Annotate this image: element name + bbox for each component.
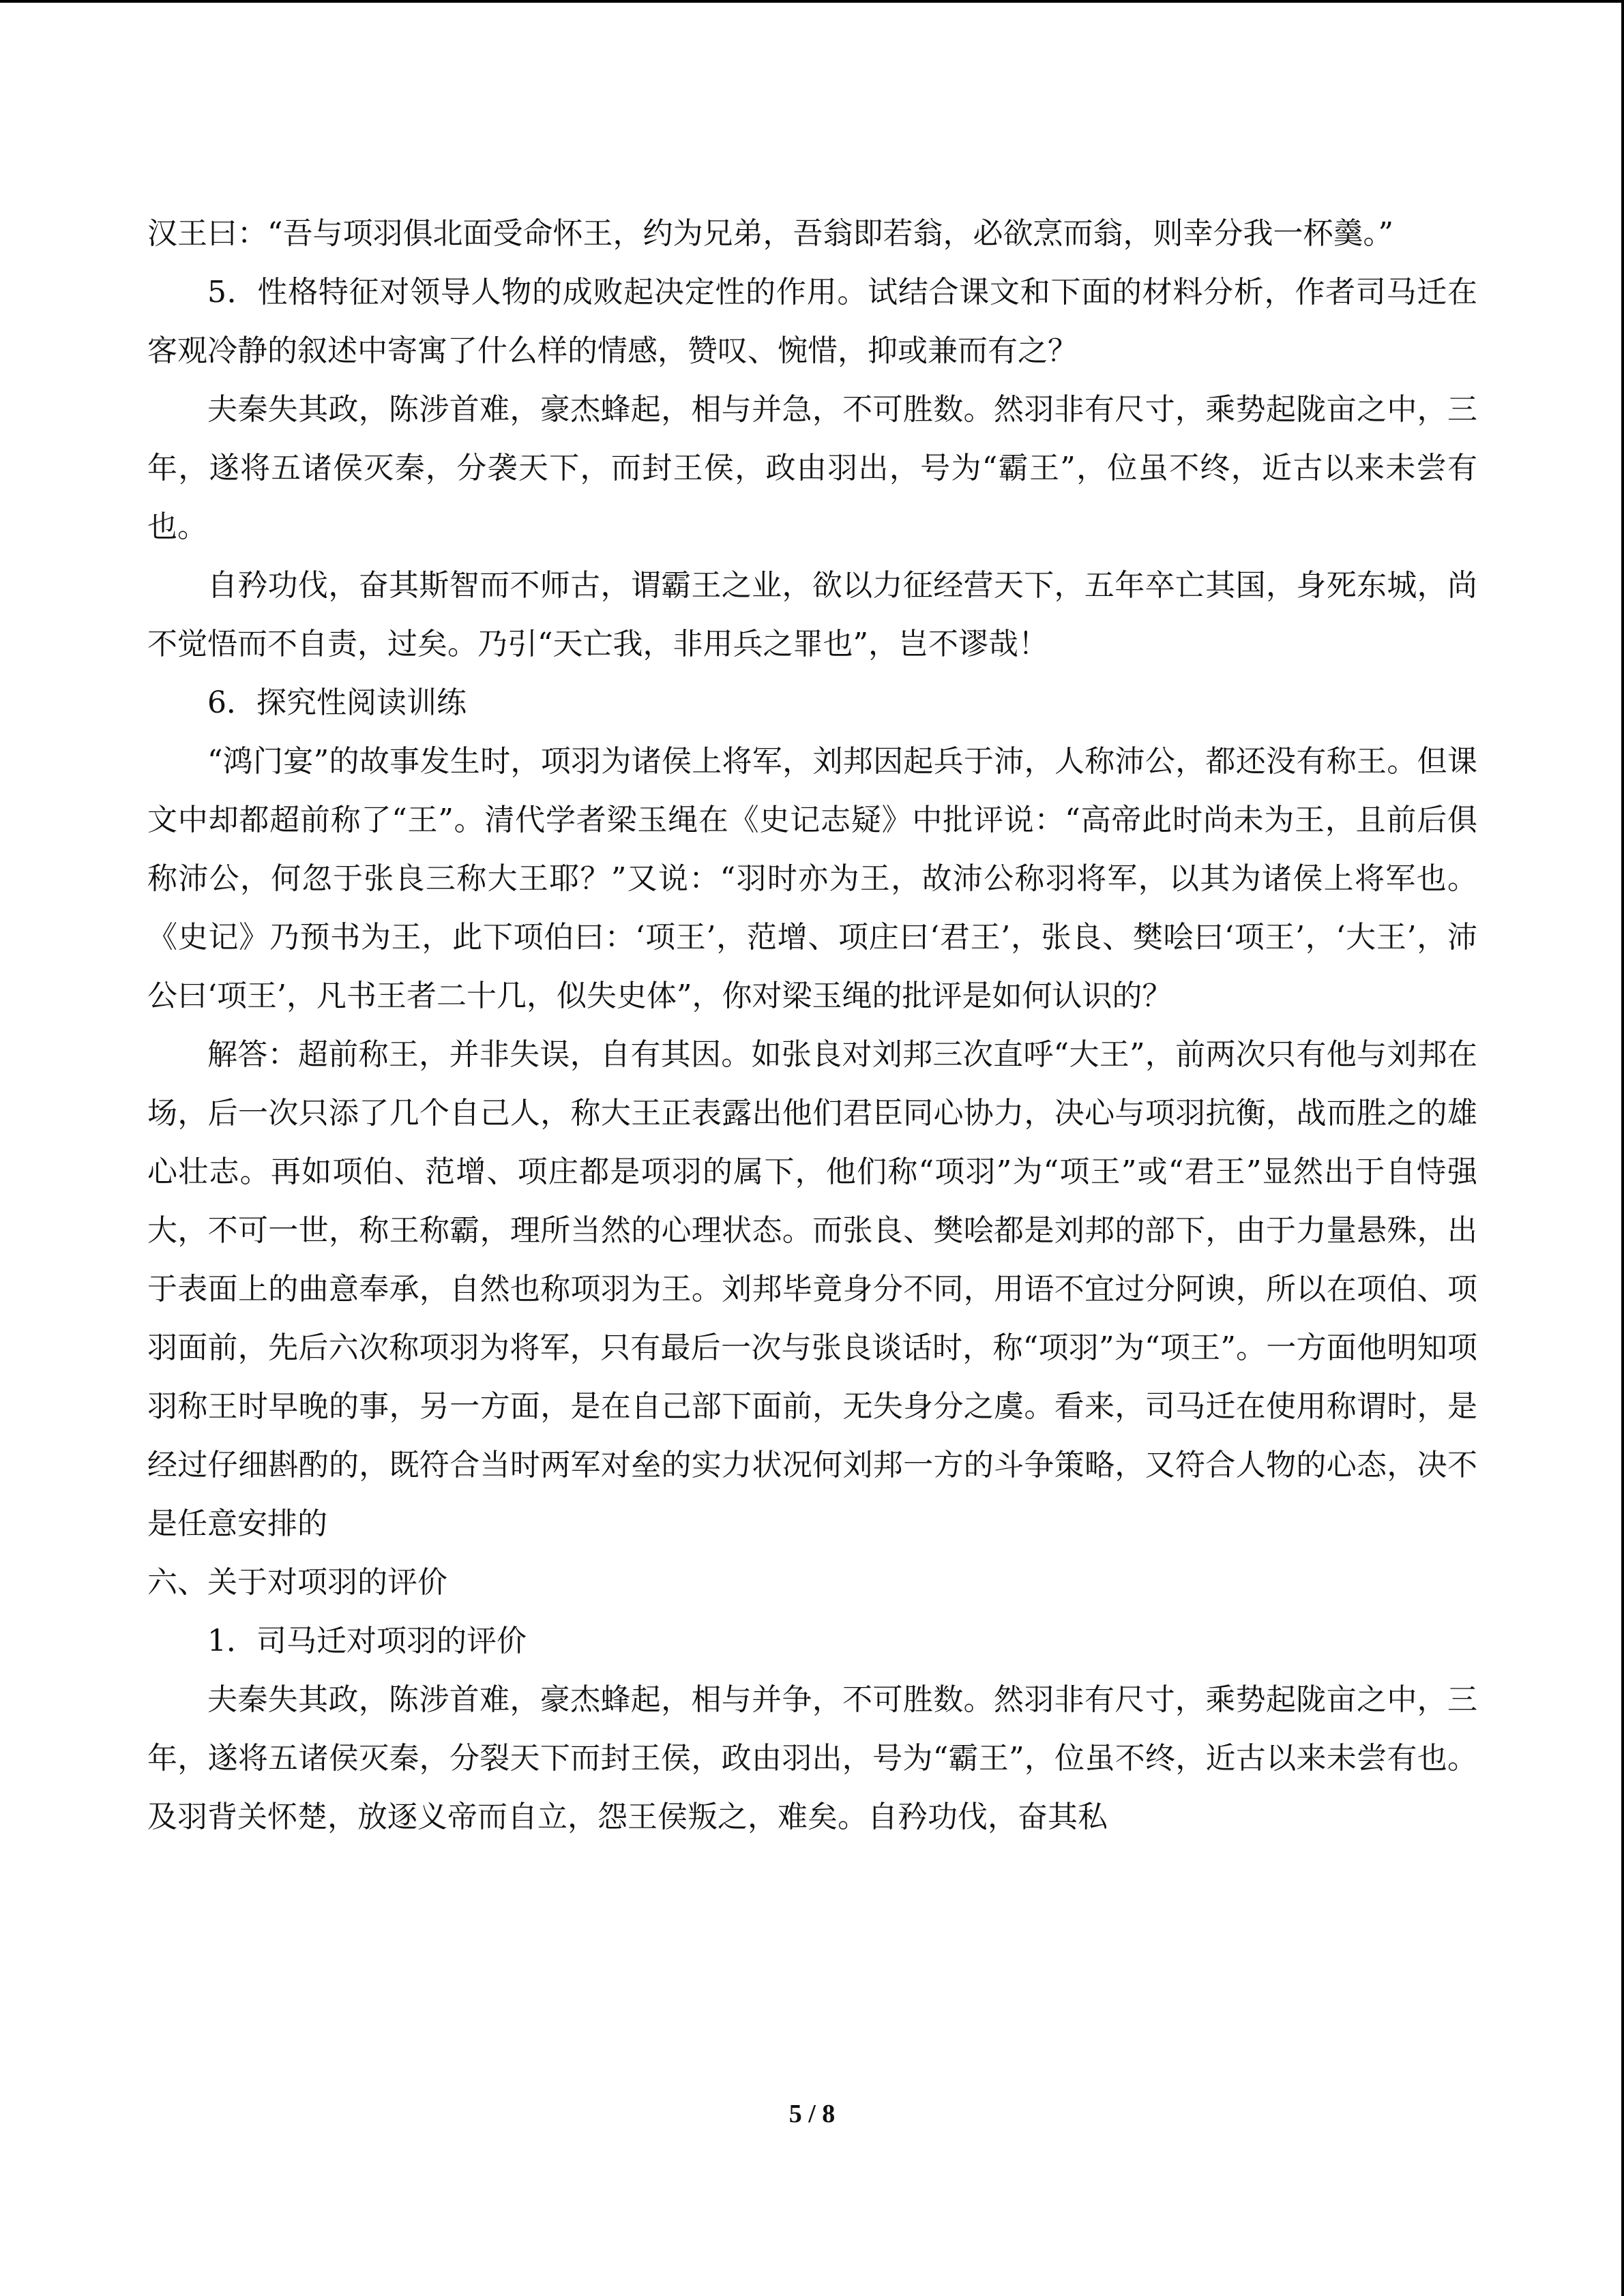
subsection-heading: 1．司马迁对项羽的评价 [207,1624,527,1658]
question-6-heading: 6．探究性阅读训练 [207,685,467,720]
page-frame-top [0,0,1624,3]
page-frame-right [1621,0,1624,2296]
page-number: 5 / 8 [788,2100,836,2128]
answer-paragraph: 解答：超前称王，并非失误，自有其因。如张良对刘邦三次直呼“大王”，前两次只有他与刘邦在场，后一次只添了几个自己人，称大王正表露出他们君臣同心协力，决心与项羽抗衡，战而胜之的雄心壮志。再如项伯、范增、项庄都是项羽的属下，他们称“项羽”为“项王”或“君王”显然出于自恃强大，不可一世，称王称霸，理所当然的心理状态。而张良、樊哙都是刘邦的部下，由于力量悬殊，出于表面上的曲意奉承，自然也称项羽为王。刘邦毕竟身分不同，用语不宜过分阿谀，所以在项伯、项羽面前，先后六次称项羽为将军，只有最后一次与张良谈话时，称“项羽”为“项王”。一方面他明知项羽称王时早晚的事，另一方面，是在自己部下面前，无失身分之虞。看来，司马迁在使用称谓时，是经过仔细斟酌的，既符合当时两军对垒的实力状况何刘邦一方的斗争策略，又符合人物的心态，决不是任意安排的 [147,1037,1477,1541]
paragraph: 汉王曰：“吾与项羽俱北面受命怀王，约为兄弟，吾翁即若翁，必欲烹而翁，则幸分我一杯羹。” [147,216,1393,251]
paragraph: 夫秦失其政，陈涉首难，豪杰蜂起，相与并争，不可胜数。然羽非有尺寸，乘势起陇亩之中，三年，遂将五诸侯灭秦，分裂天下而封王侯，政由羽出，号为“霸王”，位虽不终，近古以来未尝有也。及羽背关怀楚，放逐义帝而自立，怨王侯叛之，难矣。自矜功伐，奋其私 [147,1682,1477,1834]
document-body [147,205,1477,1847]
paragraph: “鸿门宴”的故事发生时，项羽为诸侯上将军，刘邦因起兵于沛，人称沛公，都还没有称王。但课文中却都超前称了“王”。清代学者梁玉绳在《史记志疑》中批评说：“高帝此时尚未为王，且前后俱称沛公，何忽于张良三称大王耶？”又说：“羽时亦为王，故沛公称羽将军，以其为诸侯上将军也。《史记》乃预书为王，此下项伯曰：‘项王’，范增、项庄曰‘君王’，张良、樊哙曰‘项王’，‘大王’，沛公曰‘项王’，凡书王者二十几，似失史体”，你对梁玉绳的批评是如何认识的？ [147,744,1477,1013]
question-5: 5．性格特征对领导人物的成败起决定性的作用。试结合课文和下面的材料分析，作者司马迁在客观冷静的叙述中寄寓了什么样的情感，赞叹、惋惜，抑或兼而有之？ [147,275,1477,368]
paragraph: 自矜功伐，奋其斯智而不师古，谓霸王之业，欲以力征经营天下，五年卒亡其国，身死东城，尚不觉悟而不自责，过矣。乃引“天亡我，非用兵之罪也”，岂不谬哉！ [147,568,1477,661]
section-heading: 六、关于对项羽的评价 [147,1565,447,1600]
paragraph: 夫秦失其政，陈涉首难，豪杰蜂起，相与并急，不可胜数。然羽非有尺寸，乘势起陇亩之中，三年，遂将五诸侯灭秦，分袭天下，而封王侯，政由羽出，号为“霸王”，位虽不终，近古以来未尝有也。 [147,392,1477,544]
